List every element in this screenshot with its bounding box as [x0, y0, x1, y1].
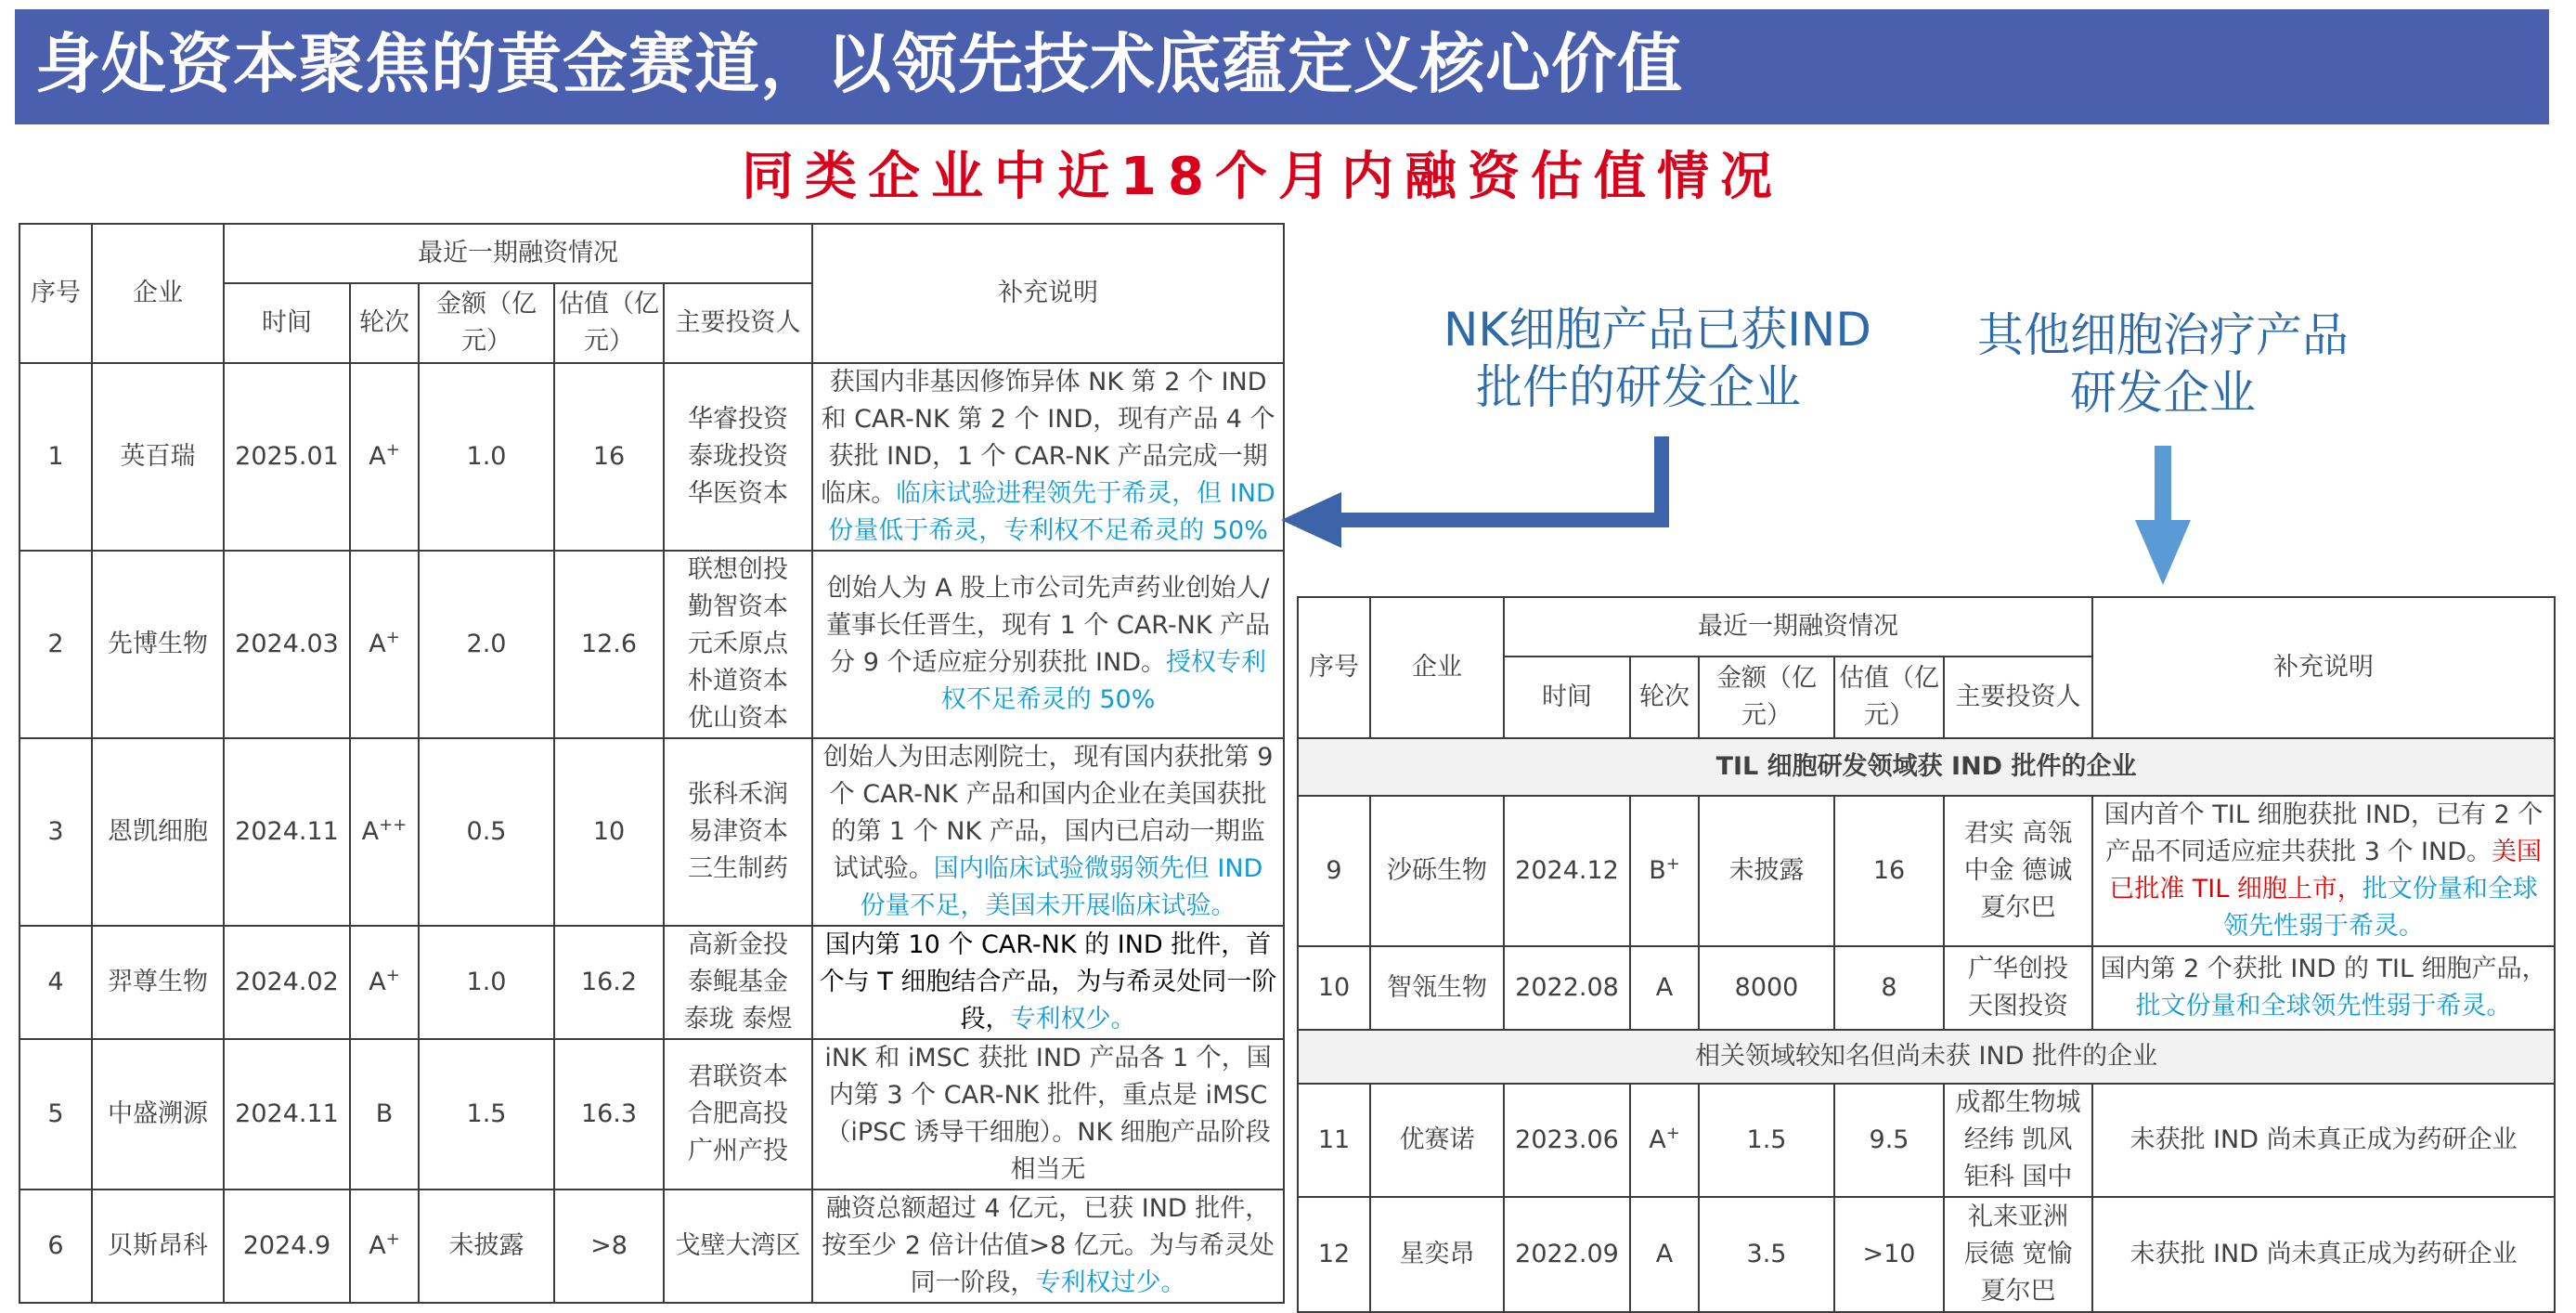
- note-text: 未获批 IND 尚未真正成为药研企业: [2129, 1240, 2518, 1268]
- investor-name: 经纬 凯风: [1963, 1125, 2073, 1154]
- round-suffix: ++: [379, 815, 408, 835]
- cell-amount: 2.0: [419, 551, 554, 738]
- cell-amount: 1.0: [419, 926, 554, 1039]
- cell-amount: 1.5: [419, 1039, 554, 1190]
- investor-name: 戈壁大湾区: [675, 1231, 801, 1260]
- investor-name: 君实 高瓴: [1963, 819, 2073, 848]
- cell-seq: 1: [19, 363, 92, 551]
- cell-seq: 12: [1298, 1197, 1370, 1312]
- header-round: 轮次: [1630, 656, 1699, 738]
- arrow-left: [1337, 436, 1662, 520]
- round-suffix: +: [385, 628, 400, 647]
- cell-amount: 8000: [1699, 946, 1834, 1030]
- investor-name: 勤智资本: [688, 592, 789, 621]
- cell-company: 先博生物: [92, 551, 224, 738]
- note-text: 国内第 10 个 CAR-NK 的 IND 批件，首个与 T 细胞结合产品，为与希灵处同一阶段，: [819, 930, 1277, 1034]
- round-value: A: [1649, 1125, 1666, 1154]
- cell-valuation: 16.2: [554, 926, 664, 1039]
- investor-name: 高新金投: [688, 930, 789, 959]
- cell-amount: 3.5: [1699, 1197, 1834, 1312]
- cell-seq: 2: [19, 551, 92, 738]
- note-highlight: 国内临床试验微弱领先但 IND 份量不足，美国未开展临床试验。: [860, 854, 1263, 920]
- cell-seq: 11: [1298, 1084, 1370, 1197]
- arrow-down-head: [2135, 520, 2191, 585]
- cell-time: 2024.11: [224, 1039, 350, 1190]
- header-amount: 金额（亿元）: [419, 283, 554, 363]
- investor-name: 天图投资: [1968, 992, 2069, 1020]
- cell-valuation: 9.5: [1834, 1084, 1944, 1197]
- investor-name: 泰鲲基金: [688, 968, 789, 996]
- header-seq: 序号: [19, 224, 92, 363]
- header-round: 轮次: [350, 283, 419, 363]
- cell-valuation: 12.6: [554, 551, 664, 738]
- note-text: 国内首个 TIL 细胞获批 IND，已有 2 个产品不同适应症共获批 3 个 IND。: [2104, 800, 2544, 866]
- round-value: A: [369, 1231, 386, 1260]
- arrow-left-head: [1281, 492, 1341, 548]
- cell-company: 羿尊生物: [92, 926, 224, 1039]
- cell-time: 2022.09: [1504, 1197, 1630, 1312]
- header-company: 企业: [1370, 597, 1504, 738]
- round-suffix: +: [385, 966, 400, 985]
- note-highlight: 授权专利权不足希灵的 50%: [940, 648, 1266, 714]
- investor-name: 泰珑投资: [688, 442, 789, 471]
- callout-nk-line2: 批件的研发企业: [1476, 360, 1801, 414]
- header-notes: 补充说明: [812, 224, 1284, 363]
- round-value: A: [1655, 973, 1674, 1002]
- cell-valuation: 16.3: [554, 1039, 664, 1190]
- header-recent-financing: 最近一期融资情况: [224, 224, 812, 283]
- cell-time: 2024.9: [224, 1190, 350, 1303]
- page-subtitle: 同类企业中近18个月内融资估值情况: [742, 147, 1783, 207]
- investor-name: 易津资本: [688, 817, 789, 846]
- round-value: A: [369, 630, 386, 658]
- investor-name: 优山资本: [688, 704, 789, 733]
- investor-name: 君联资本: [688, 1062, 789, 1091]
- note-text: iNK 和 iMSC 获批 IND 产品各 1 个，国内第 3 个 CAR-NK 批件，重点是 iMSC（iPSC 诱导干细胞）。NK 细胞产品阶段相当无: [824, 1044, 1272, 1184]
- note-text: 融资总额超过 4 亿元，已获 IND 批件，按至少 2 倍计估值>8 亿元。为与希灵处同一阶段，: [822, 1194, 1275, 1297]
- note-text: 国内第 2 个获批 IND 的 TIL 细胞产品，: [2100, 955, 2547, 983]
- cell-amount: 未披露: [1699, 796, 1834, 946]
- header-time: 时间: [1504, 656, 1630, 738]
- cell-company: 中盛溯源: [92, 1039, 224, 1190]
- investor-name: 元禾原点: [688, 630, 789, 658]
- cell-amount: 0.5: [419, 738, 554, 926]
- cell-company: 英百瑞: [92, 363, 224, 551]
- note-text: 创始人为 A 股上市公司先声药业创始人/董事长任晋生，现有 1 个 CAR-NK 产品分 9 个适应症分别获批 IND。: [825, 574, 1271, 677]
- round-value: A: [1655, 1240, 1674, 1268]
- cell-seq: 4: [19, 926, 92, 1039]
- cell-valuation: 8: [1834, 946, 1944, 1030]
- cell-valuation: 16: [554, 363, 664, 551]
- note-red: 美国已批准 TIL 细胞上市，: [2109, 838, 2542, 904]
- investor-name: 成都生物城: [1955, 1088, 2081, 1117]
- cell-seq: 3: [19, 738, 92, 926]
- round-value: A: [369, 968, 386, 996]
- investor-name: 朴道资本: [688, 667, 789, 696]
- arrow-down-shaft: [2155, 446, 2171, 525]
- investor-name: 夏尔巴: [1980, 893, 2056, 922]
- section-til: TIL 细胞研发领域获 IND 批件的企业: [1298, 738, 2555, 796]
- page-title: 身处资本聚焦的黄金赛道，以领先技术底蕴定义核心价值: [35, 26, 1683, 102]
- header-investors: 主要投资人: [664, 283, 812, 363]
- cell-company: 贝斯昂科: [92, 1190, 224, 1303]
- cell-time: 2022.08: [1504, 946, 1630, 1030]
- investor-name: 中金 德诚: [1963, 856, 2073, 885]
- header-company: 企业: [92, 224, 224, 363]
- round-value: A: [369, 442, 386, 471]
- cell-company: 优赛诺: [1370, 1084, 1504, 1197]
- cell-amount: 1.5: [1699, 1084, 1834, 1197]
- note-highlight: 专利权少。: [1010, 1005, 1136, 1034]
- cell-company: 星奕昂: [1370, 1197, 1504, 1312]
- investor-name: 三生制药: [688, 854, 789, 883]
- note-text: 未获批 IND 尚未真正成为药研企业: [2129, 1125, 2518, 1154]
- cell-amount: 1.0: [419, 363, 554, 551]
- note-highlight: 批文份量和全球领先性弱于希灵。: [2135, 992, 2512, 1020]
- cell-valuation: 16: [1834, 796, 1944, 946]
- note-highlight: 临床试验进程领先于希灵，但 IND 份量低于希灵，专利权不足希灵的 50%: [828, 479, 1275, 545]
- cell-amount: 未披露: [419, 1190, 554, 1303]
- cell-time: 2024.11: [224, 738, 350, 926]
- callout-nk-line1: NK细胞产品已获IND: [1443, 303, 1871, 357]
- investor-name: 礼来亚洲: [1968, 1202, 2069, 1231]
- header-valuation: 估值（亿元）: [1834, 656, 1944, 738]
- round-suffix: +: [385, 1229, 400, 1249]
- cell-valuation: 10: [554, 738, 664, 926]
- round-value: B: [375, 1099, 394, 1128]
- investor-name: 张科禾润: [688, 780, 789, 809]
- round-value: B: [1649, 856, 1666, 885]
- round-suffix: +: [1665, 854, 1680, 874]
- round-value: A: [361, 817, 380, 846]
- note-text: 创始人为田志刚院士，现有国内获批第 9 个 CAR-NK 产品和国内企业在美国获批的第 1 个 NK 产品，国内已启动一期监试试验。: [822, 743, 1274, 883]
- header-amount: 金额（亿元）: [1699, 656, 1834, 738]
- callout-other-line1: 其他细胞治疗产品: [1977, 308, 2349, 362]
- callout-other-line2: 研发企业: [2070, 366, 2256, 420]
- cell-time: 2025.01: [224, 363, 350, 551]
- header-notes: 补充说明: [2092, 597, 2555, 738]
- header-seq: 序号: [1298, 597, 1370, 738]
- section-related: 相关领域较知名但尚未获 IND 批件的企业: [1298, 1030, 2555, 1084]
- investor-name: 联想创投: [688, 555, 789, 584]
- cell-seq: 6: [19, 1190, 92, 1303]
- cell-company: 恩凯细胞: [92, 738, 224, 926]
- note-text: 获国内非基因修饰异体 NK 第 2 个 IND 和 CAR-NK 第 2 个 IND，现有产品 4 个获批 IND，1 个 CAR-NK 产品完成一期临床。: [821, 368, 1275, 508]
- cell-time: 2024.12: [1504, 796, 1630, 946]
- note-highlight: 专利权过少。: [1035, 1268, 1186, 1297]
- header-recent-financing: 最近一期融资情况: [1504, 597, 2092, 656]
- header-investors: 主要投资人: [1944, 656, 2092, 738]
- investor-name: 广州产投: [688, 1137, 789, 1165]
- cell-company: 沙砾生物: [1370, 796, 1504, 946]
- cell-time: 2024.03: [224, 551, 350, 738]
- investor-name: 钜科 国中: [1963, 1163, 2073, 1191]
- header-valuation: 估值（亿元）: [554, 283, 664, 363]
- round-suffix: +: [385, 440, 400, 460]
- investor-name: 辰德 宽愉: [1963, 1240, 2073, 1268]
- investor-name: 华医资本: [688, 479, 789, 508]
- header-time: 时间: [224, 283, 350, 363]
- investor-name: 夏尔巴: [1980, 1277, 2056, 1306]
- cell-time: 2023.06: [1504, 1084, 1630, 1197]
- round-suffix: +: [1665, 1124, 1680, 1143]
- cell-valuation: >8: [554, 1190, 664, 1303]
- cell-seq: 9: [1298, 796, 1370, 946]
- note-highlight: 批文份量和全球领先性弱于希灵。: [2223, 875, 2538, 941]
- investor-name: 广华创投: [1968, 955, 2069, 983]
- investor-name: 泰珑 泰煜: [683, 1005, 793, 1034]
- cell-time: 2024.02: [224, 926, 350, 1039]
- investor-name: 华睿投资: [688, 405, 789, 434]
- cell-seq: 5: [19, 1039, 92, 1190]
- cell-valuation: >10: [1834, 1197, 1944, 1312]
- investor-name: 合肥高投: [688, 1099, 789, 1128]
- cell-company: 智瓴生物: [1370, 946, 1504, 1030]
- cell-seq: 10: [1298, 946, 1370, 1030]
